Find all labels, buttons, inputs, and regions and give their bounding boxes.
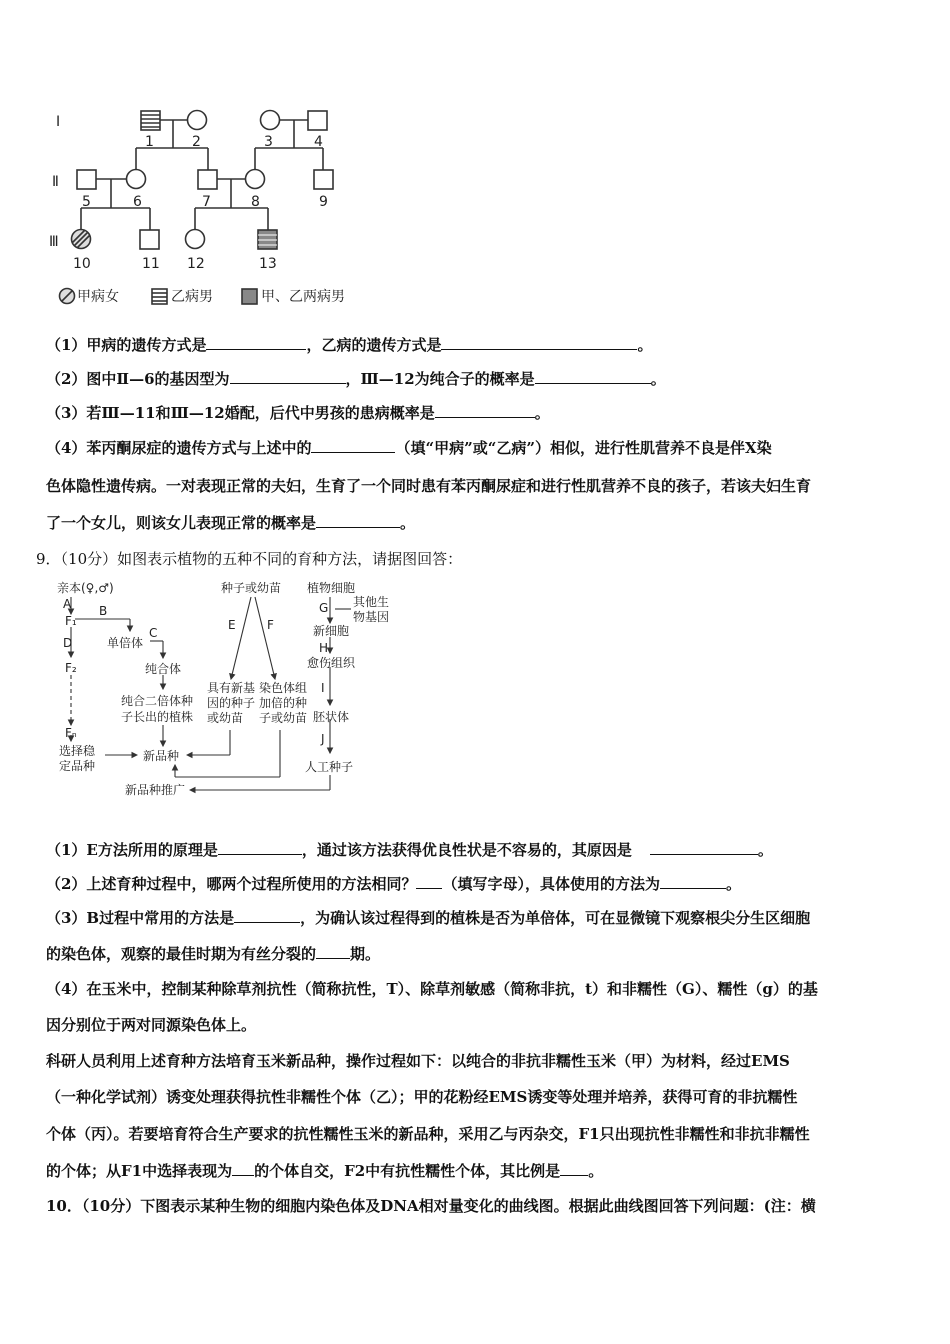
answer-blank[interactable] <box>535 369 651 384</box>
individual-8-female <box>246 170 265 189</box>
q9-line-2: （2）上述育种过程中，哪两个过程所使用的方法相同？ （填写字母），具体使用的方法为 。 <box>46 875 741 893</box>
label-embryoid: 胚状体 <box>313 710 350 724</box>
label-select-1: 选择稳 <box>59 744 96 758</box>
label-F: F <box>267 618 274 632</box>
label-callus: 愈伤组织 <box>307 656 356 670</box>
legend-label-b: 乙病男 <box>171 289 213 305</box>
individual-6-female <box>127 170 146 189</box>
generation-1-label: I <box>56 114 61 130</box>
q8-line-1: （1）甲病的遗传方式是 ，乙病的遗传方式是 。 <box>46 336 653 354</box>
label-doubled-1: 染色体组 <box>259 681 308 695</box>
label-new-variety: 新品种 <box>143 749 180 763</box>
answer-blank[interactable] <box>441 335 637 350</box>
individual-label: 8 <box>251 194 260 210</box>
label-mutant-2: 因的种子 <box>207 696 256 710</box>
individual-9-male <box>314 170 333 189</box>
individual-label: 10 <box>73 256 91 272</box>
pedigree-chart <box>40 100 380 315</box>
q8-line-2: （2）图中Ⅱ—6的基因型为 ，Ⅲ—12为纯合子的概率是 。 <box>46 370 666 388</box>
q8-line-4: （4）苯丙酮尿症的遗传方式与上述中的 （填“甲病”或“乙病”）相似，进行性肌营养不良是伴X染 <box>46 439 772 457</box>
individual-5-male <box>77 170 96 189</box>
label-mutant-1: 具有新基 <box>207 681 256 695</box>
answer-blank[interactable] <box>435 403 535 418</box>
generation-2-label: Ⅱ <box>52 174 59 190</box>
label-mutant-3: 或幼苗 <box>207 711 244 725</box>
label-J: J <box>321 732 325 746</box>
answer-blank[interactable] <box>650 840 758 855</box>
label-new-cell: 新细胞 <box>313 624 350 638</box>
answer-blank[interactable] <box>311 438 395 453</box>
q9-line-9: 个体（丙）。若要培育符合生产要求的抗性糯性玉米的新品种，采用乙与丙杂交，F1只出现抗性非糯性和非抗非糯性 <box>46 1125 810 1143</box>
label-C: C <box>149 626 158 640</box>
label-B: B <box>99 604 108 618</box>
label-D: D <box>63 636 73 650</box>
label-H: H <box>319 641 329 655</box>
generation-3-label: Ⅲ <box>49 234 59 250</box>
individual-label: 4 <box>314 134 323 150</box>
label-artificial-seed: 人工种子 <box>305 760 354 774</box>
individual-label: 12 <box>187 256 205 272</box>
individual-label: 5 <box>82 194 91 210</box>
answer-blank[interactable] <box>416 874 442 889</box>
individual-3-female <box>261 111 280 130</box>
label-homozygote: 纯合体 <box>145 662 182 676</box>
individual-11-male <box>140 230 159 249</box>
q9-line-4: 的染色体，观察的最佳时期为有丝分裂的 期。 <box>46 945 381 963</box>
label-A: A <box>63 597 72 611</box>
label-doubled-2: 加倍的种 <box>259 696 308 710</box>
individual-12-female <box>186 230 205 249</box>
label-E: E <box>228 618 236 632</box>
label-parent: 亲本(♀,♂) <box>57 581 114 595</box>
individual-label: 2 <box>192 134 201 150</box>
answer-blank[interactable] <box>230 369 346 384</box>
q8-line-6: 了一个女儿，则该女儿表现正常的概率是 。 <box>46 514 416 532</box>
label-G: G <box>319 601 329 615</box>
q9-line-7: 科研人员利用上述育种方法培育玉米新品种，操作过程如下：以纯合的非抗非糯性玉米（甲）为材料，经过EMS <box>46 1052 790 1070</box>
answer-blank[interactable] <box>316 513 400 528</box>
individual-4-male <box>308 111 327 130</box>
label-select-2: 定品种 <box>59 759 96 773</box>
answer-blank[interactable] <box>232 1161 254 1176</box>
q9-line-10: 的个体；从F1中选择表现为 的个体自交，F2中有抗性糯性个体，其比例是 。 <box>46 1162 604 1180</box>
label-doubled-3: 子或幼苗 <box>259 711 308 725</box>
label-other-gene-1: 其他生 <box>353 595 390 609</box>
answer-blank[interactable] <box>316 944 350 959</box>
label-haploid: 单倍体 <box>107 636 144 650</box>
label-Fn: Fₙ <box>65 726 77 740</box>
q9-line-5: （4）在玉米中，控制某种除草剂抗性（简称抗性，T）、除草剂敏感（简称非抗，t）和非糯性（G）、糯性（g）的基 <box>46 980 818 998</box>
label-promotion: 新品种推广 <box>125 783 186 797</box>
individual-label: 3 <box>264 134 273 150</box>
q9-line-3: （3）B过程中常用的方法是 ，为确认该过程得到的植株是否为单倍体，可在显微镜下观察根尖分生区细胞 <box>46 909 811 927</box>
individual-7-male <box>198 170 217 189</box>
individual-label: 6 <box>133 194 142 210</box>
label-seed: 种子或幼苗 <box>221 581 282 595</box>
label-pure-diploid-2: 子长出的植株 <box>121 710 194 724</box>
answer-blank[interactable] <box>560 1161 588 1176</box>
q10-line-1: 10．（10分）下图表示某种生物的细胞内染色体及DNA相对量变化的曲线图。根据此曲线图回答下列问题：(注：横 <box>46 1197 816 1215</box>
label-F2: F₂ <box>65 661 77 675</box>
q9-line-1: （1）E方法所用的原理是 ，通过该方法获得优良性状是不容易的，其原因是 。 <box>46 841 773 859</box>
individual-label: 1 <box>145 134 154 150</box>
answer-blank[interactable] <box>234 908 300 923</box>
individual-label: 13 <box>259 256 277 272</box>
label-other-gene-2: 物基因 <box>353 610 390 624</box>
individual-label: 7 <box>202 194 211 210</box>
individual-2-female <box>188 111 207 130</box>
q8-line-3: （3）若Ⅲ—11和Ⅲ—12婚配，后代中男孩的患病概率是 。 <box>46 404 550 422</box>
legend-label-a: 甲病女 <box>77 289 119 305</box>
q9-line-8: （一种化学试剂）诱变处理获得抗性非糯性个体（乙）；甲的花粉经EMS诱变等处理并培养，获得可育的非抗糯性 <box>46 1088 798 1106</box>
label-pure-diploid-1: 纯合二倍体种 <box>121 694 194 708</box>
legend-label-ab: 甲、乙两病男 <box>261 289 345 305</box>
answer-blank[interactable] <box>218 840 302 855</box>
answer-blank[interactable] <box>660 874 726 889</box>
legend-symbol-ab <box>242 289 257 304</box>
q8-line-5: 色体隐性遗传病。一对表现正常的夫妇，生育了一个同时患有苯丙酮尿症和进行性肌营养不良的孩子，若该夫妇生育 <box>46 477 812 495</box>
label-F1: F₁ <box>65 614 77 628</box>
individual-label: 9 <box>319 194 328 210</box>
q9-title: 9．（10分）如图表示植物的五种不同的育种方法，请据图回答： <box>36 550 463 568</box>
label-plant-cell: 植物细胞 <box>307 581 356 595</box>
individual-label: 11 <box>142 256 160 272</box>
answer-blank[interactable] <box>206 335 306 350</box>
q9-line-6: 因分别位于两对同源染色体上。 <box>46 1016 257 1034</box>
label-I: I <box>321 681 325 695</box>
breeding-diagram <box>55 575 395 805</box>
